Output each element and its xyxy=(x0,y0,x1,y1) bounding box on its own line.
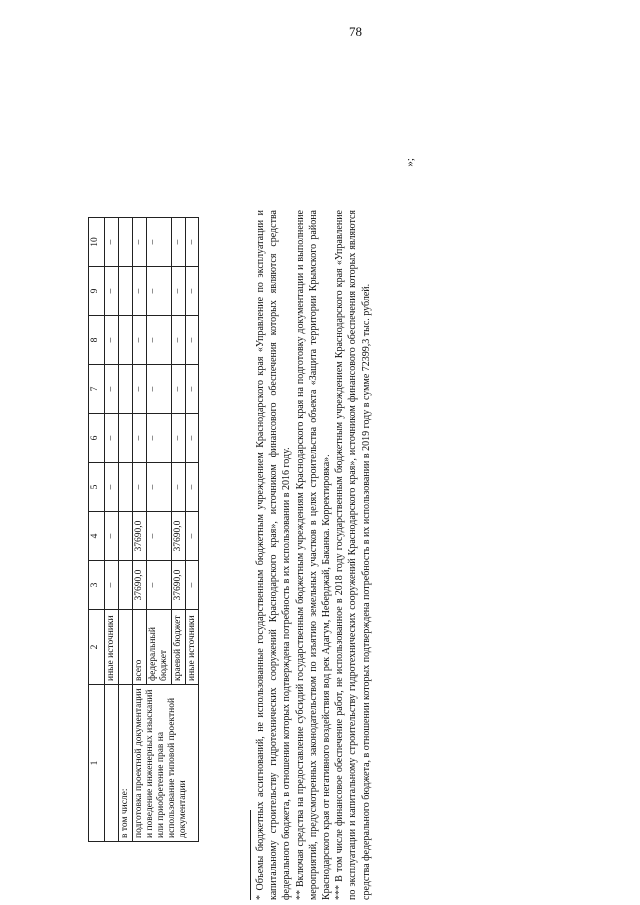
table-cell: – xyxy=(171,365,185,414)
table-cell: – xyxy=(105,365,119,414)
table-cell xyxy=(118,414,132,463)
table-cell: в том числе: xyxy=(118,685,132,842)
table-cell: – xyxy=(105,218,119,267)
table-cell: иные источники xyxy=(105,610,119,685)
table-cell: – xyxy=(132,316,146,365)
table-cell: – xyxy=(171,463,185,512)
table-header-row xyxy=(89,218,105,842)
table-cell: – xyxy=(185,463,199,512)
rotated-content xyxy=(88,140,588,900)
table-cell: 37690,0 xyxy=(171,561,185,610)
footnotes xyxy=(250,210,373,900)
table-cell: – xyxy=(146,414,171,463)
table-cell: – xyxy=(185,561,199,610)
table-cell: – xyxy=(105,512,119,561)
table-cell: 37690,0 xyxy=(132,512,146,561)
table-cell-description: подготовка проектной документации и поведение инженерных изысканий или приобретение прав на использование типовой проектной документации xyxy=(132,685,199,842)
table-cell xyxy=(118,365,132,414)
table-cell: – xyxy=(105,463,119,512)
table-cell: 37690,0 xyxy=(171,512,185,561)
table-cell xyxy=(118,463,132,512)
budget-table xyxy=(88,217,199,842)
header-cell: 5 xyxy=(89,463,105,512)
closing-quote: »; xyxy=(404,158,416,167)
table-cell: – xyxy=(146,267,171,316)
table-cell: – xyxy=(132,218,146,267)
table-cell: – xyxy=(146,463,171,512)
header-cell: 3 xyxy=(89,561,105,610)
table-cell: – xyxy=(132,414,146,463)
table-cell: – xyxy=(132,365,146,414)
table-cell xyxy=(118,561,132,610)
header-cell: 7 xyxy=(89,365,105,414)
table-cell: – xyxy=(146,561,171,610)
table-cell: – xyxy=(185,316,199,365)
table-cell xyxy=(118,267,132,316)
table-cell: – xyxy=(171,316,185,365)
header-cell: 8 xyxy=(89,316,105,365)
table-cell: – xyxy=(185,218,199,267)
table-cell: – xyxy=(185,365,199,414)
header-cell: 9 xyxy=(89,267,105,316)
footnote-rule xyxy=(250,810,251,900)
table-cell xyxy=(118,512,132,561)
header-cell: 4 xyxy=(89,512,105,561)
table-cell: всего xyxy=(132,610,146,685)
table-cell: – xyxy=(185,414,199,463)
table-cell: – xyxy=(146,512,171,561)
table-cell xyxy=(118,218,132,267)
table-cell: – xyxy=(105,316,119,365)
header-cell: 2 xyxy=(89,610,105,685)
footnote-1: * Объемы бюджетных ассигнований, не использованные государственным бюджетным учреждением Краснодарского края «Управление по эксплуатации и капитальному строительству гидротехнических сооружений Краснодарского края», источником финансового обеспечения которых являются средства федерального бюджета, в отношении которых подтверждена потребность в их использовании в 2016 году. xyxy=(255,210,293,900)
table-cell: – xyxy=(171,414,185,463)
table-cell: 37690,0 xyxy=(132,561,146,610)
table-cell xyxy=(118,610,132,685)
table-cell: – xyxy=(105,561,119,610)
table-row xyxy=(118,218,132,842)
header-cell: 10 xyxy=(89,218,105,267)
table-cell: иные источники xyxy=(185,610,199,685)
table-cell: – xyxy=(105,267,119,316)
table-cell: – xyxy=(171,218,185,267)
table-cell: – xyxy=(185,267,199,316)
table-cell: – xyxy=(146,316,171,365)
footnote-2: ** Включая средства на предоставление субсидий государственным бюджетным учреждениям Краснодарского края на подготовку документации и выполнение мероприятий, предусмотренных законодательством по изъятию земельных участков в целях строительства объекта «Защита территории Крымского района Краснодарского края от негативного воздействия вод рек Адагум, Неберджай, Баканка. Корректировка». xyxy=(294,210,332,900)
table-cell: – xyxy=(105,414,119,463)
header-cell: 6 xyxy=(89,414,105,463)
table-cell: – xyxy=(171,267,185,316)
table-row xyxy=(105,218,119,842)
footnote-3: *** В том числе финансовое обеспечение работ, не использованное в 2018 году государственным бюджетным учреждением Краснодарского края «Управление по эксплуатации и капитальному строительству гидротехнических сооружений Краснодарского края», источником финансового обеспечения которых являются средства федерального бюджета, в отношении которых подтверждена потребность в их использовании в 2019 году в сумме 72399,3 тыс. рублей. xyxy=(334,210,372,900)
table-cell: – xyxy=(132,463,146,512)
table-cell: – xyxy=(185,512,199,561)
table-cell: – xyxy=(132,267,146,316)
table-cell: – xyxy=(146,365,171,414)
table-cell xyxy=(105,685,119,842)
table-cell xyxy=(118,316,132,365)
table-cell: – xyxy=(146,218,171,267)
header-cell: 1 xyxy=(89,685,105,842)
table-cell: краевой бюджет xyxy=(171,610,185,685)
table-row xyxy=(132,218,146,842)
table-cell: федеральный бюджет xyxy=(146,610,171,685)
page-number: 78 xyxy=(349,24,362,39)
